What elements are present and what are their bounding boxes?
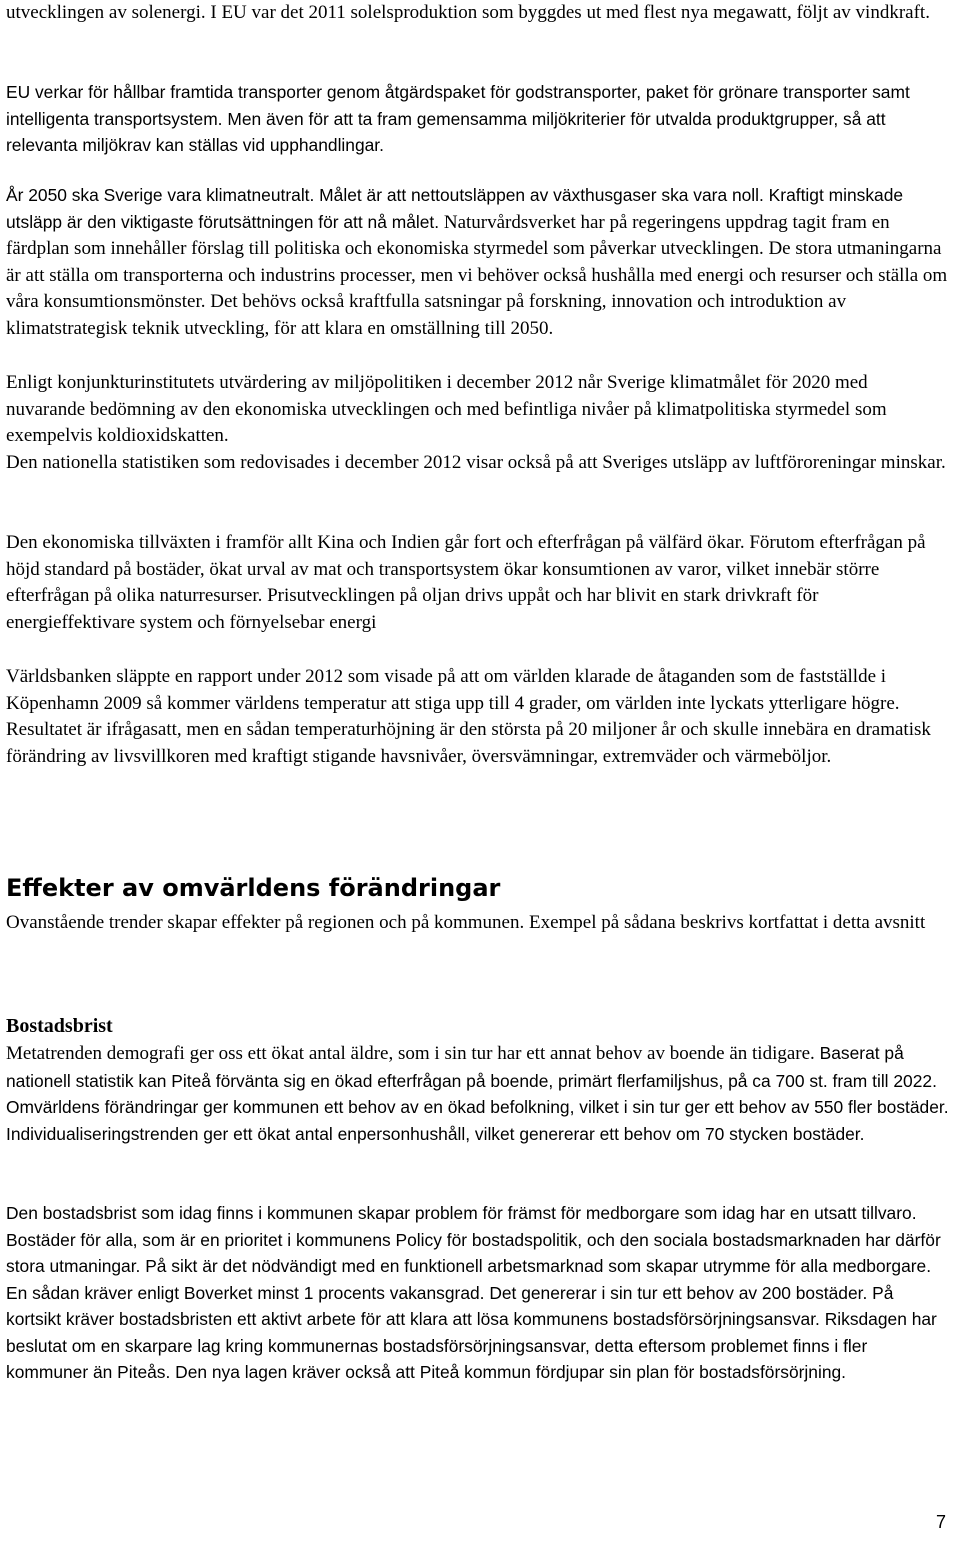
paragraph-text-serif: Naturvårdsverket har på regeringens uppdrag tagit fram en färdplan som innehåller förslag till politiska och ekonomiska styrmedel som påverkar utvecklingen. De stora utmaningarna är att ställa om transporterna och industrins processer, men vi behöver också hushålla med energi och resurser och ställa om våra konsumtionsmönster. Det behövs också kraftfulla satsningar på forskning, innovation och introduktion av klimatstrategisk teknik utveckling, för att klara en omställning till 2050. <box>6 211 948 339</box>
subsection-heading-bostadsbrist: Bostadsbrist <box>6 1015 113 1037</box>
paragraph-text-sans: Baserat på nationell statistik kan Piteå förvänta sig en ökad efterfrågan på boende, primärt flerfamiljshus, på ca 700 st. fram till 2022. Omvärldens förändringar ger kommunen ett behov av en ökad befolkning, vilket i sin tur ger ett behov av 550 fler bostäder. Individualiseringstrenden ger ett ökat antal enpersonhushåll, vilket genererar ett behov om 70 stycken bostäder. <box>6 1043 949 1144</box>
paragraph-solenergi <box>6 0 950 27</box>
paragraph-text: utvecklingen av solenergi. I EU var det 2011 solelsproduktion som byggdes ut med flest nya megawatt, följt av vindkraft. <box>6 2 930 23</box>
paragraph-text: EU verkar för hållbar framtida transporter genom åtgärdspaket för godstransporter, paket för grönare transporter samt intelligenta transportsystem. Men även för att ta fram gemensamma miljökriterier för utvalda produktgrupper, så att relevanta miljökrav kan ställas vid upphandlingar. <box>6 82 910 155</box>
paragraph-bostadsbrist-kommunen <box>6 1200 950 1386</box>
paragraph-klimatneutralt <box>6 182 950 342</box>
paragraph-varldsbanken <box>6 664 950 770</box>
page-number: 7 <box>935 1512 946 1532</box>
paragraph-demografi <box>6 1040 950 1147</box>
paragraph-text: Den bostadsbrist som idag finns i kommunen skapar problem för främst för medborgare som idag har en utsatt tillvaro. Bostäder för alla, som är en prioritet i kommunens Policy för bostadspolitik, och den sociala bostadsmarknaden har därför stora utmaningar. På sikt är det nödvändigt med en funktionell arbetsmarknad som skapar utrymme för alla medborgare. En sådan kräver enligt Boverket minst 1 procents vakansgrad. Det genererar i sin tur ett behov av 200 bostäder. På kortsikt kräver bostadsbristen ett aktivt arbete för att klara att lösa kommunens bostadsförsörjningsansvar. Riksdagen har beslutat om en skarpare lag kring kommunernas bostadsförsörjningsansvar, detta eftersom problemet finns i fler kommuner än Piteås. Den nya lagen kräver också att Piteå kommun fördjupar sin plan för bostadsförsörjning. <box>6 1203 941 1382</box>
paragraph-text: Världsbanken släppte en rapport under 2012 som visade på att om världen klarade de åtaganden som de fastställde i Köpenhamn 2009 så kommer världens temperatur att stiga upp till 4 grader, om världen inte lyckats ytterligare högre. Resultatet är ifrågasatt, men en sådan temperaturhöjning är den största på 20 miljoner år och skulle innebära en dramatisk förändring av livsvillkoren med kraftigt stigande havsnivåer, översvämningar, extremväder och värmeböljor. <box>6 666 931 767</box>
paragraph-nationell-statistik <box>6 450 950 477</box>
paragraph-konjunkturinstitutet <box>6 370 950 450</box>
paragraph-eu-transporter <box>6 79 950 159</box>
paragraph-text: Enligt konjunkturinstitutets utvärdering av miljöpolitiken i december 2012 når Sverige klimatmålet för 2020 med nuvarande bedömning av den ekonomiska utvecklingen och med befintliga nivåer på klimatpolitiska styrmedel som exempelvis koldioxidskatten. <box>6 372 887 446</box>
paragraph-text: Den nationella statistiken som redovisades i december 2012 visar också på att Sveriges utsläpp av luftföroreningar minskar. <box>6 452 946 473</box>
paragraph-text: Den ekonomiska tillväxten i framför allt Kina och Indien går fort och efterfrågan på välfärd ökar. Förutom efterfrågan på höjd standard på bostäder, ökat urval av mat och transportsystem ökar konsumtionen av varor, vilket innebär större efterfrågan på olika naturresurser. Prisutvecklingen på oljan drivs uppåt och har blivit en stark drivkraft för energieffektivare system och förnyelsebar energi <box>6 532 926 633</box>
section-heading: Effekter av omvärldens förändringar <box>6 874 501 902</box>
paragraph-section-intro <box>6 910 950 937</box>
paragraph-ekonomisk-tillvaxt <box>6 530 950 636</box>
paragraph-text-sans: År 2050 ska Sverige vara klimatneutralt. Målet är att nettoutsläppen av växthusgaser ska vara noll. Kraftigt minskade utsläpp är den viktigaste förutsättningen för att nå målet. <box>6 185 904 232</box>
paragraph-text-serif: Metatrenden demografi ger oss ett ökat antal äldre, som i sin tur har ett annat behov av boende än tidigare. <box>6 1043 815 1064</box>
paragraph-text: Ovanstående trender skapar effekter på regionen och på kommunen. Exempel på sådana beskrivs kortfattat i detta avsnitt <box>6 912 926 933</box>
